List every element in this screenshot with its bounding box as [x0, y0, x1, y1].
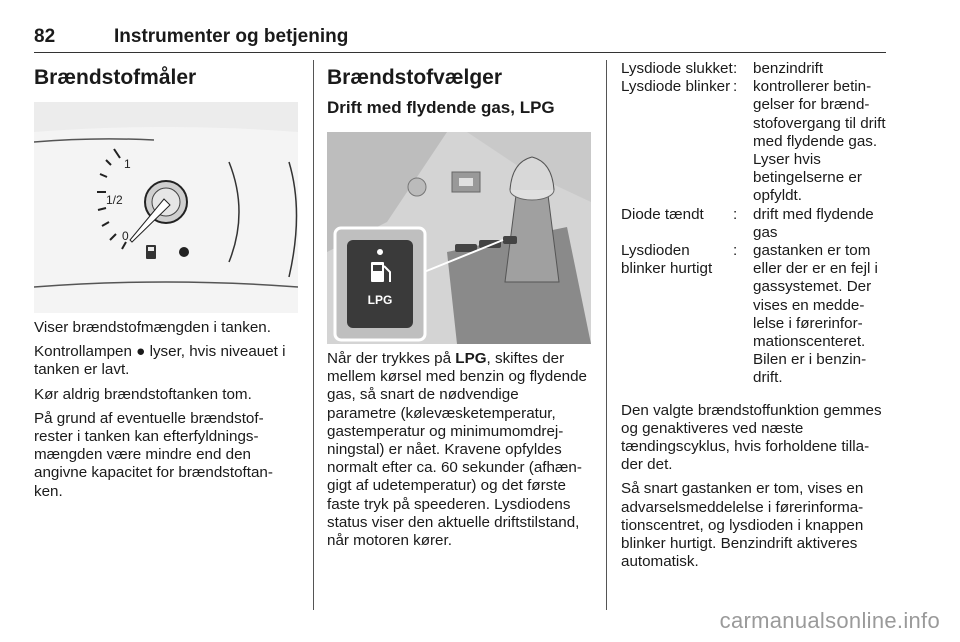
- definition-desc: benzindrift: [753, 60, 824, 77]
- paragraph-text: , skiftes der mellem kørsel med benzin og flydende gas, så snart de nødvendige parametre (kølevæsketemperatur, gastemperatur og minimumomdrej-ningstal) er nået. Kravene opfyldes normalt efter ca. 60 sekunder (afhæn-gigt af udetemperatur) og det første faste tryk på speederen. Lysdiodens status viser den aktuelle driftstilstand, når motoren kører.: [327, 350, 587, 550]
- gauge-label-full: 1: [124, 157, 131, 171]
- lpg-console-drawing: [327, 132, 591, 344]
- definition-colon: :: [733, 242, 738, 260]
- paragraph: [34, 343, 299, 379]
- definition-row: [621, 206, 891, 242]
- watermark: carmanualsonline.info: [719, 608, 940, 633]
- warning-dot-icon: ●: [136, 343, 146, 361]
- definition-row: [621, 78, 891, 205]
- definition-term: Diode tændt: [621, 205, 704, 223]
- lpg-inline-label: LPG: [455, 350, 487, 367]
- paragraph: [327, 350, 591, 550]
- definition-term: Lysdioden blinker hurtigt: [621, 242, 713, 278]
- fuel-selector-section: [327, 60, 591, 550]
- definition-row: [621, 242, 891, 388]
- paragraph-text: lyser, hvis niveauet i tanken er lavt.: [34, 343, 286, 379]
- definition-list: [621, 60, 891, 388]
- column-divider: [313, 60, 314, 610]
- definition-desc: kontrollerer betin-gelser for brænd-stofovergang til drift med flydende gas. Lyser hvis betingelserne er opfyldt.: [753, 78, 886, 205]
- paragraph: Den valgte brændstoffunktion gemmes og genaktiveres ved næste tændingscyklus, hvis forholdene tilla-der det.: [621, 401, 882, 474]
- section-heading-fuel-gauge: Brændstofmåler: [34, 66, 197, 89]
- page-number: 82: [34, 26, 56, 47]
- definition-row: [621, 60, 891, 78]
- paragraph: Kør aldrig brændstoftanken tom.: [34, 385, 252, 403]
- gauge-label-half: 1/2: [106, 193, 123, 207]
- definition-colon: :: [733, 205, 738, 223]
- paragraph-text: Når der trykkes på: [327, 350, 456, 367]
- fuel-gauge-illustration: [34, 102, 298, 313]
- fuel-gauge-section: [34, 60, 299, 501]
- paragraph: På grund af eventuelle brændstof-rester i tanken kan efterfyldnings-mængden være mindre end den angivne kapacitet for brændstoftan-ken.: [34, 409, 273, 500]
- lpg-button-illustration: [327, 132, 591, 344]
- definition-colon: :: [733, 78, 738, 96]
- lpg-button-label: LPG: [367, 293, 393, 307]
- definition-colon: :: [733, 60, 738, 77]
- running-title: Instrumenter og betjening: [114, 26, 349, 47]
- section-heading-fuel-selector: Brændstofvælger: [327, 66, 503, 89]
- definition-term: Lysdiode slukket: [621, 60, 733, 77]
- paragraph: Så snart gastanken er tom, vises en advarselsmeddelelse i førerinforma-tionscentret, og lysdioden i knappen blinker hurtigt. Benzindrift aktiveres automatisk.: [621, 480, 864, 571]
- fuel-gauge-drawing: [34, 102, 298, 313]
- led-status-section: [621, 60, 891, 571]
- column-divider: [606, 60, 607, 610]
- subheading-lpg: Drift med flydende gas, LPG: [327, 98, 555, 117]
- definition-term: Lysdiode blinker: [621, 78, 731, 96]
- paragraph: Viser brændstofmængden i tanken.: [34, 319, 271, 336]
- paragraph-text: Kontrollampen: [34, 343, 137, 361]
- gauge-label-empty: 0: [122, 229, 129, 243]
- definition-desc: gastanken er tom eller der er en fejl i gassystemet. Der vises en medde-lelse i førerinfor-mationscenteret. Bilen er i benzin-drift.: [753, 242, 878, 387]
- page-header: [34, 26, 886, 53]
- definition-desc: drift med flydende gas: [753, 205, 874, 241]
